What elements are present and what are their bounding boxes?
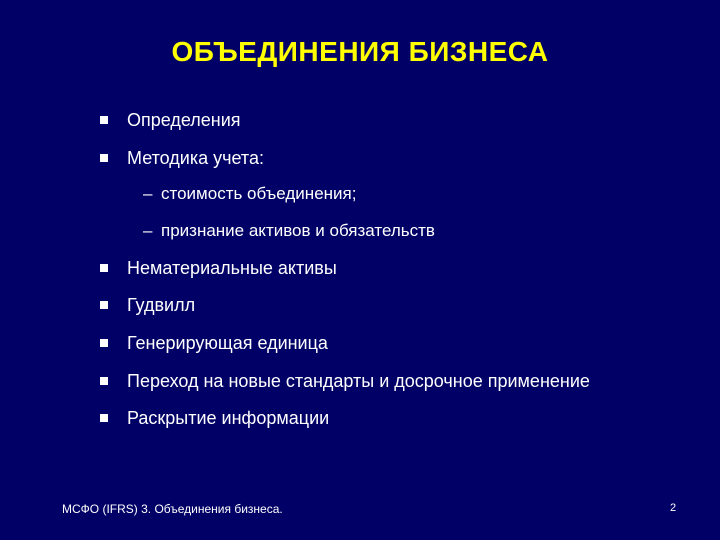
slide-footer: МСФО (IFRS) 3. Объединения бизнеса.: [62, 502, 283, 516]
page-number: 2: [670, 502, 677, 514]
square-bullet-icon: [100, 377, 108, 385]
square-bullet-icon: [100, 264, 108, 272]
sub-item-text: признание активов и обязательств: [161, 221, 435, 240]
bullet-text: Нематериальные активы: [127, 258, 337, 278]
square-bullet-icon: [100, 301, 108, 309]
square-bullet-icon: [100, 339, 108, 347]
bullet-text: Генерирующая единица: [127, 333, 328, 353]
bullet-text: Определения: [127, 110, 241, 130]
dash-bullet: –: [143, 221, 153, 240]
square-bullet-icon: [100, 116, 108, 124]
bullet-text: Гудвилл: [127, 295, 196, 315]
dash-bullet: –: [143, 184, 153, 203]
sub-item-recognition: [143, 221, 435, 241]
sub-item-text: стоимость объединения;: [161, 184, 357, 203]
square-bullet-icon: [100, 414, 108, 422]
bullet-text: Методика учета:: [127, 148, 264, 168]
bullet-text: Переход на новые стандарты и досрочное применение: [127, 371, 590, 391]
slide-title: ОБЪЕДИНЕНИЯ БИЗНЕСА: [171, 36, 549, 67]
bullet-text: Раскрытие информации: [127, 408, 330, 428]
square-bullet-icon: [100, 154, 108, 162]
sub-item-cost: [143, 184, 356, 204]
